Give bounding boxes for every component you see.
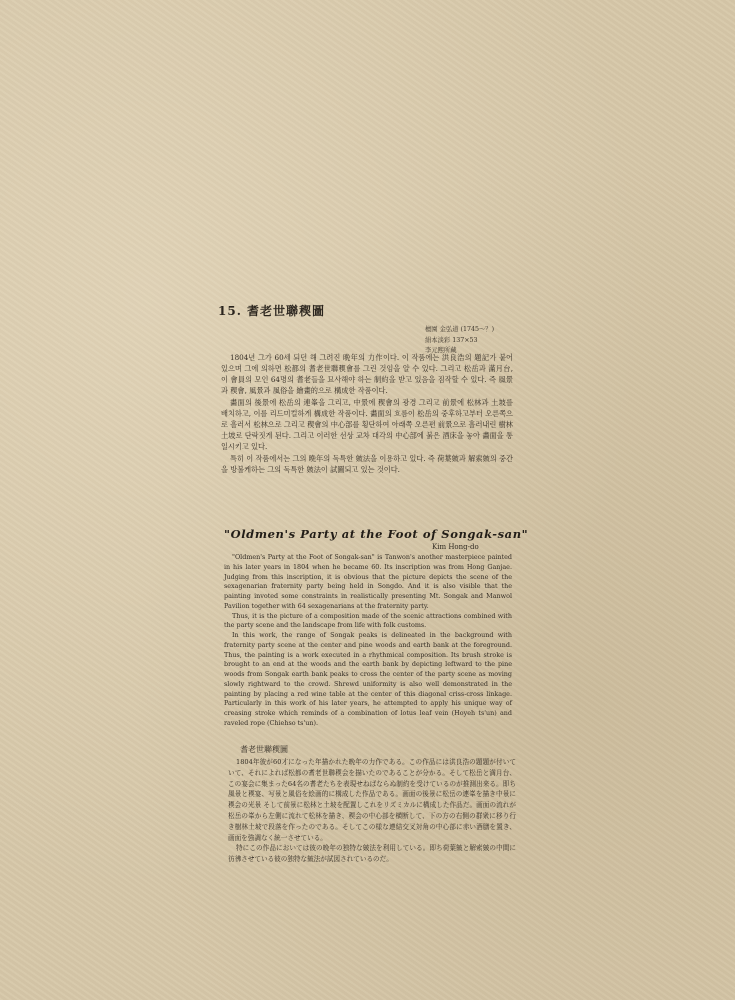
english-paragraph: In this work, the range of Songak peaks is delineated in the background with fraternity party scene at the center and pine woods and earth bank at the foreground. Thus, the painting is a work executed in a rhythmical composition. Its brush stroke is brought to an end at the woods and the earth bank by depicting leftward to the pine woods from Songak earth bank peaks to cross the center of the party scene as moving slowly rightward to the crowd. Shrewd uniformity is also well demonstrated in the painting by placing a red wine table at the center of this diagonal criss-cross linkage. Particularly in this work of his later years, he attempted to apply his unique way of creasing stroke which reminds of a combination of lotus leaf vein (Hoyeh ts'un) and raveled rope (Chiehso ts'un).	[224, 631, 512, 727]
japanese-description	[228, 757, 516, 865]
korean-description	[221, 352, 513, 476]
japanese-paragraph: 特にこの作品においては彼の晩年の独特な皴法を利用している。即ち荷葉皴と解索皴の中間に彷彿させている彼の独特な皴法が試図されているのだ。	[228, 844, 516, 864]
entry-title: 15. 耆老世聯稧圖	[218, 304, 326, 318]
english-title: "Oldmen's Party at the Foot of Songak-san"	[224, 527, 529, 541]
japanese-title: 耆老世聯稧圖	[240, 745, 288, 754]
english-paragraph: Thus, it is the picture of a composition made of the scenic attractions combined with the party scene and the landscape from life with folk customs.	[224, 611, 512, 630]
korean-paragraph: 특히 이 작품에서는 그의 晩年의 독특한 皴法을 이용하고 있다. 즉 荷葉皴과 解索皴의 중간을 방불케하는 그의 독특한 皴法이 試圖되고 있는 것이다.	[221, 454, 513, 474]
collection-line: 李元熙所藏	[425, 347, 457, 354]
english-paragraph: "Oldmen's Party at the Foot of Songak-san" is Tanwon's another masterpiece painted in his later years in 1804 when he became 60. Its inscription was from Hong Ganjae. Judging from this inscription, it is obvious that the picture depicts the scene of the sexagenarian fraternity party being held in Songdo. And it is also visible that the painting invoted some constraints in realistically presenting Mt. Songak and Manwol Pavilion together with 64 sexagenarians at the fraternity party.	[224, 553, 512, 610]
korean-paragraph: 1804년 그가 60세 되던 해 그려진 晩年의 力作이다. 이 작품에는 洪良浩의 題記가 붙어 있으며 그에 의하면 松都의 耆老世聯稧會를 그린 것임을 알 수 있다. 그리고 松岳과 滿月台, 이 會員의 모인 64명의 耆老들을 묘사해야 하는 制約을 받고 있음을 짐작할 수 있다. 즉 風景과 稧會, 風景과 風俗을 繪畫的으로 構成한 작품이다.	[221, 353, 513, 395]
english-description	[224, 553, 512, 729]
korean-paragraph: 畵面의 後景에 松岳의 連峯을 그리고, 中景에 稧會의 광경 그리고 前景에 松林과 土坡를 배치하고, 이를 리드미컬하게 構成한 작품이다. 畵面의 흐름이 松岳의 중후하고부터 오른쪽으로 흘러서 松林으로 그리고 稧會의 中心部를 횡단하여 아래쪽 오른편 前景으로 흘러내린 樹林 土坡로 단락짓게 된다. 그리고 이러한 선상 교차 대각의 中心部에 붉은 酒床을 놓아 畵面을 통일시키고 있다.	[221, 398, 513, 451]
artist-line: 檀園 金弘道 (1745～？)	[425, 326, 495, 333]
japanese-paragraph: 1804年彼が60才になった年描かれた晩年の力作である。この作品には洪良浩の題題が付いていて、それによれば松都の耆老世聯稧会を描いたのであることが分かる。そして松岳と満月台、この宴会に集まった64名の耆老たちを表現せねばならぬ制約を受けているのが推測出来る。即ち風景と稧宴、写景と風俗を絵画的に構成した作品である。画面の後景に松岳の連峯を描き中景に稧会の光景 そして前景に松林と土坡を配置しこれをリズミカルに構成した作品だ。画面の流れが松岳の峯から左側に流れて松林を描き、稧会の中心部を横断して、下の方の右側の群衆に移り行き樹林土坡で段落を作ったのである。そしてこの様な連結交叉対角の中心部に赤い酒膳を置き、画面を強調なく統一させている。	[228, 758, 516, 842]
english-author: Kim Hong-do	[432, 543, 479, 551]
medium-size-line: 絹本淡彩 137×53	[425, 336, 478, 344]
